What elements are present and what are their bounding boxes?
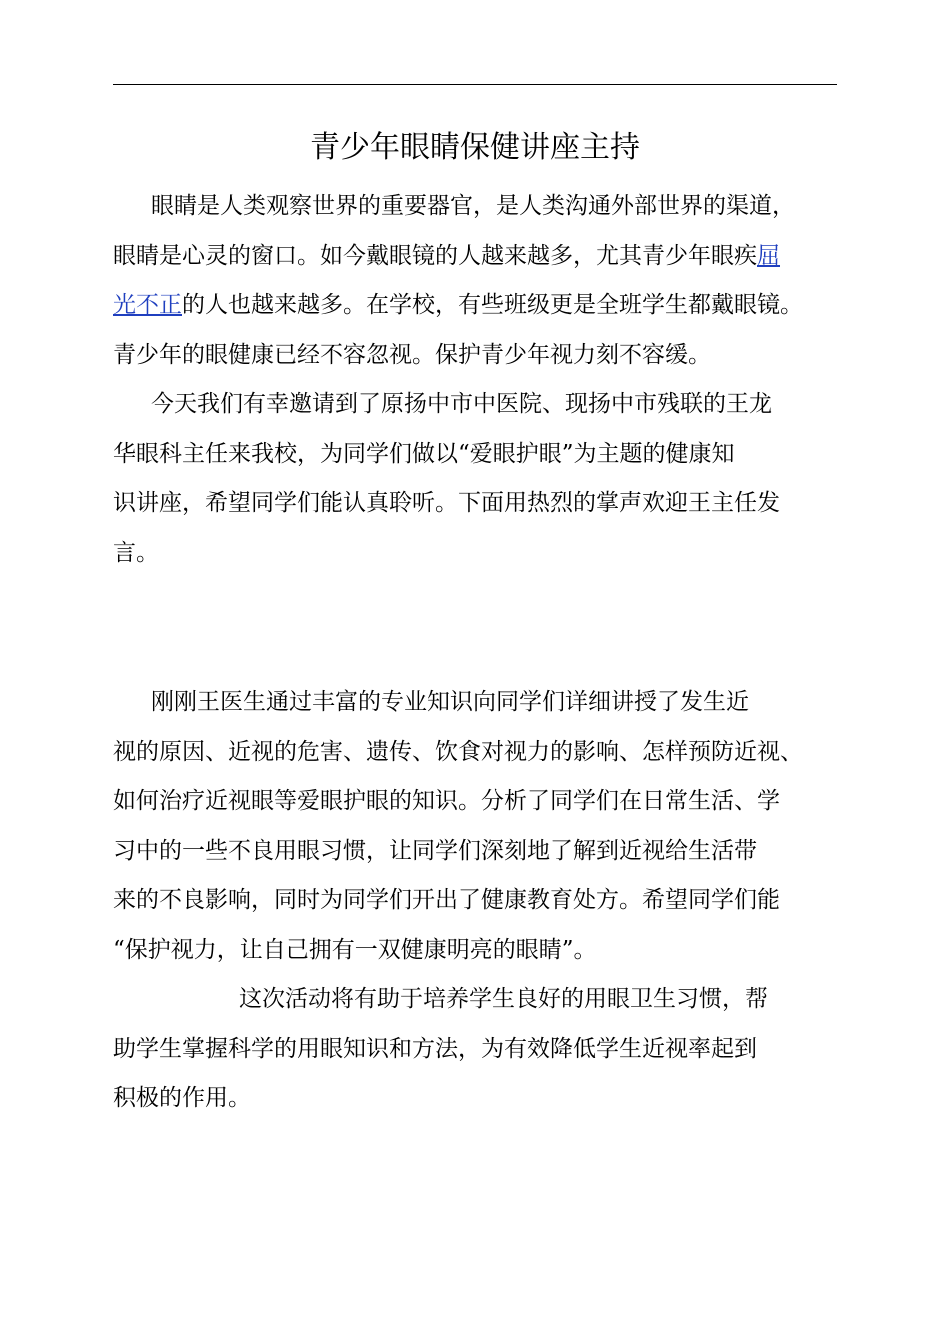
document-title: 青少年眼睛保健讲座主持	[310, 130, 640, 165]
header-rule	[113, 84, 837, 85]
paragraph-1-line-4: 青少年的眼健康已经不容忽视。保护青少年视力刻不容缓。	[113, 341, 711, 368]
paragraph-2-line-3: 识讲座，希望同学们能认真聆听。下面用热烈的掌声欢迎王主任发	[113, 490, 780, 516]
paragraph-3-line-1: 刚刚王医生通过丰富的专业知识向同学们详细讲授了发生近	[151, 689, 749, 715]
paragraph-4	[113, 975, 843, 1124]
paragraph-3-line-4: 习中的一些不良用眼习惯，让同学们深刻地了解到近视给生活带	[113, 837, 757, 864]
paragraph-1-line-1: 眼睛是人类观察世界的重要器官，是人类沟通外部世界的渠道，	[151, 193, 795, 219]
paragraph-1-line-3	[113, 281, 843, 331]
paragraph-4-line-1: 这次活动将有助于培养学生良好的用眼卫生习惯，帮	[239, 986, 768, 1012]
paragraph-4-line-3: 积极的作用。	[113, 1085, 251, 1111]
paragraph-2-line-4: 言。	[113, 539, 159, 566]
paragraph-4-line-2: 助学生掌握科学的用眼知识和方法，为有效降低学生近视率起到	[113, 1035, 757, 1062]
paragraph-3	[113, 678, 843, 975]
paragraph-2-line-1: 今天我们有幸邀请到了原扬中市中医院、现扬中市残联的王龙	[151, 391, 772, 417]
paragraph-3-line-5: 来的不良影响，同时为同学们开出了健康教育处方。希望同学们能	[113, 887, 780, 913]
paragraph-1-line-3-text: 的人也越来越多。在学校，有些班级更是全班学生都戴眼镜。	[182, 292, 803, 318]
paragraph-3-line-3: 如何治疗近视眼等爱眼护眼的知识。分析了同学们在日常生活、学	[113, 788, 780, 814]
paragraph-3-line-6: “保护视力，让自己拥有一双健康明亮的眼睛”。	[113, 936, 597, 963]
paragraph-1	[113, 182, 843, 380]
paragraph-1-line-2	[113, 232, 843, 282]
refractive-error-link-part-1[interactable]: 屈	[757, 242, 780, 269]
refractive-error-link-part-2[interactable]: 光不正	[113, 292, 182, 318]
paragraph-1-line-2-text: 眼睛是心灵的窗口。如今戴眼镜的人越来越多，尤其青少年眼疾	[113, 242, 757, 269]
paragraph-2	[113, 380, 843, 578]
paragraph-2-line-2: 华眼科主任来我校，为同学们做以“爱眼护眼”为主题的健康知	[113, 440, 735, 467]
paragraph-3-line-2: 视的原因、近视的危害、遗传、饮食对视力的影响、怎样预防近视、	[113, 738, 803, 765]
